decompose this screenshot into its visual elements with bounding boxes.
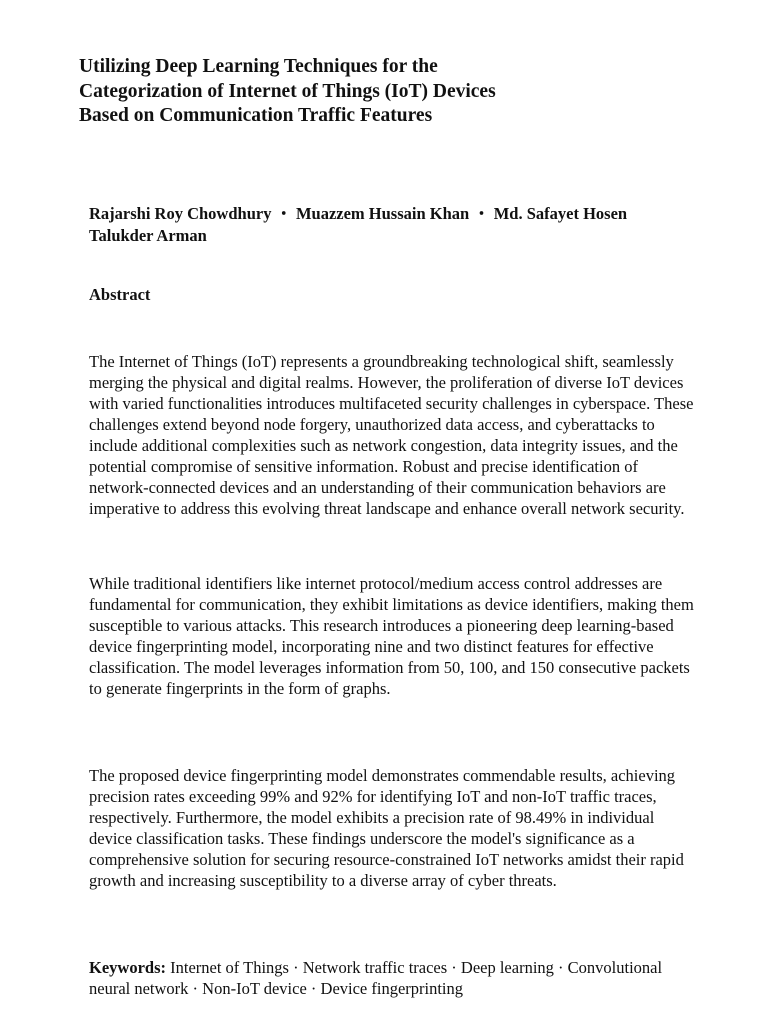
keywords-label: Keywords: [89,958,166,977]
paper-title: Utilizing Deep Learning Techniques for the Categorization of Internet of Things (IoT) Devices Based on Communication Traffic Features [79,56,496,126]
abstract-paragraph: The proposed device fingerprinting model demonstrates commendable results, achieving precision rates exceeding 99% and 92% for identifying IoT and non-IoT traffic traces, respectively. Furthermore, the model exhibits a precision rate of 98.49% in individual device classification tasks. These findings underscore the model's significance as a comprehensive solution for securing resource-constrained IoT networks amidst their rapid growth and increasing susceptibility to a diverse array of cyber threats. [89,766,684,890]
author-name: Rajarshi Roy Chowdhury [89,204,272,223]
abstract-paragraph: While traditional identifiers like internet protocol/medium access control addresses are fundamental for communication, they exhibit limitations as device identifiers, making them susceptible to various attacks. This research introduces a pioneering deep learning-based device fingerprinting model, incorporating nine and two distinct features for effective classification. The model leverages information from 50, 100, and 150 consecutive packets to generate fingerprints in the form of graphs. [89,574,694,698]
keywords-text: Internet of Things · Network traffic traces · Deep learning · Convolutional neural network · Non-IoT device · Device fingerprinting [89,958,663,998]
abstract-heading: Abstract [89,285,151,304]
author-separator: ・ [275,204,292,223]
author-name: Muazzem Hussain Khan [295,204,470,223]
abstract-paragraph: The Internet of Things (IoT) represents a groundbreaking technological shift, seamlessly merging the physical and digital realms. However, the proliferation of diverse IoT devices with varied functionalities introduces multifaceted security challenges in cyberspace. These challenges extend beyond node forgery, unauthorized data access, and cyberattacks to include additional complexities such as network congestion, data integrity issues, and the potential compromise of sensitive information. Robust and precise identification of network-connected devices and an understanding of their communication behaviors are imperative to address this evolving threat landscape and enhance overall network security. [89,352,694,518]
keywords [89,957,689,999]
author-list [89,203,689,247]
author-separator: ・ [473,204,490,223]
author-name: Md. Safayet Hosen Talukder Arman [89,204,628,245]
